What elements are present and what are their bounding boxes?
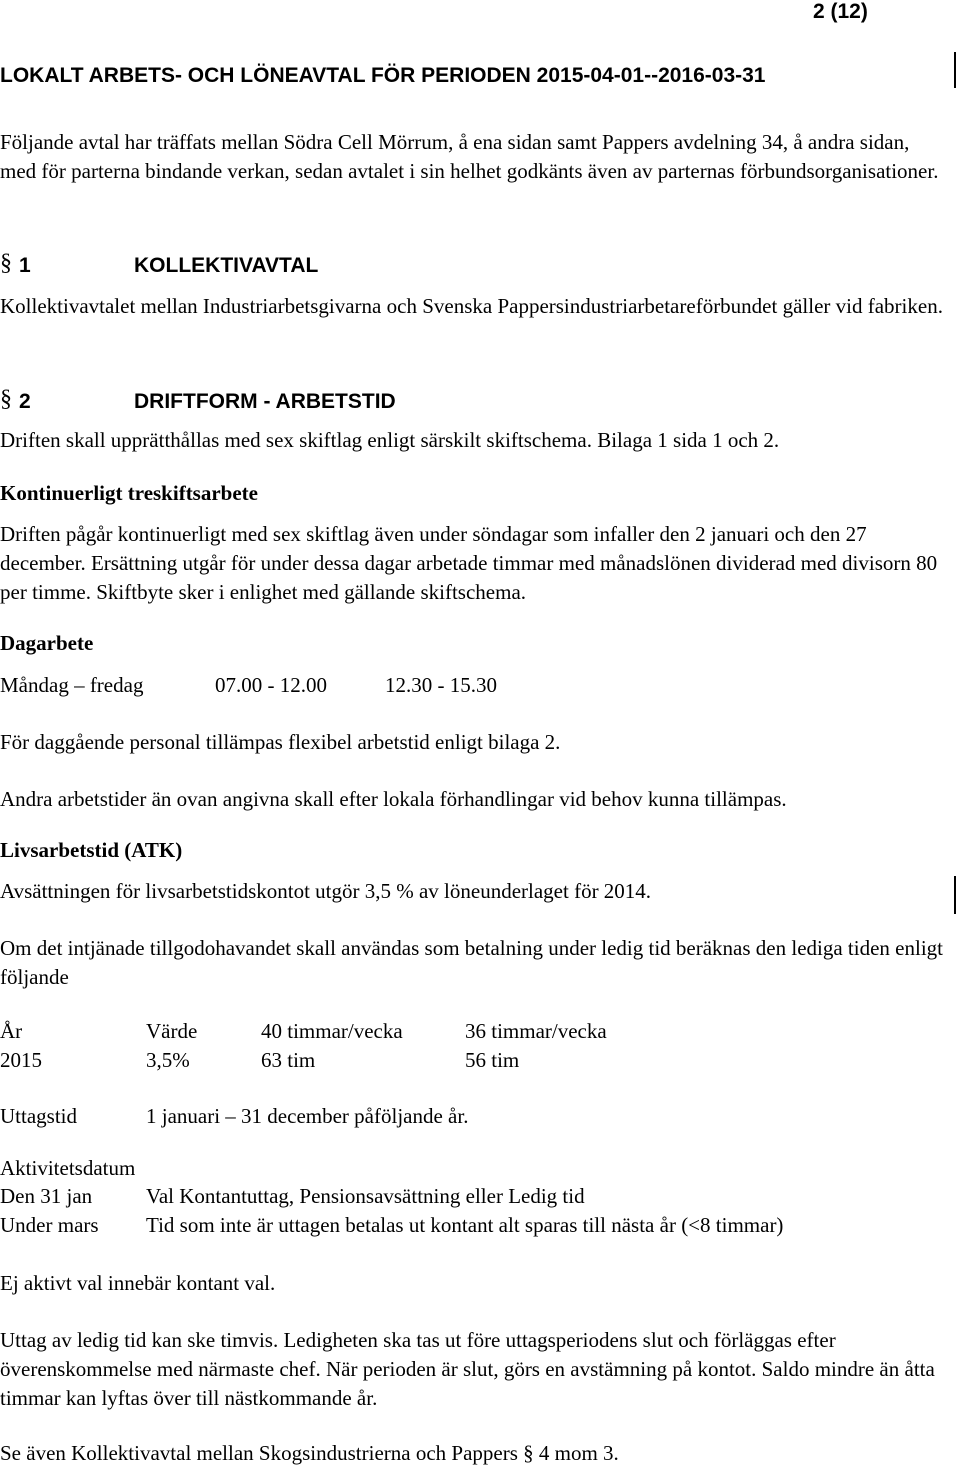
activity-text: Tid som inte är uttagen betalas ut kontant alt sparas till nästa år (<8 timmar): [146, 1213, 784, 1237]
activity-text: Val Kontantuttag, Pensionsavsättning eller Ledig tid: [146, 1184, 585, 1208]
section-title: DRIFTFORM - ARBETSTID: [134, 390, 396, 413]
table-header-cell: År: [0, 1019, 23, 1043]
activity-heading: Aktivitetsdatum: [0, 1156, 136, 1180]
activity-date: Den 31 jan: [0, 1184, 93, 1208]
see-also-text: Se även Kollektivavtal mellan Skogsindustrierna och Pappers § 4 mom 3.: [0, 1441, 619, 1465]
section-1-text: Kollektivavtalet mellan Industriarbetsgivarna och Svenska Pappersindustriarbetareförbundet gäller vid fabriken.: [0, 294, 943, 318]
activity-date: Under mars: [0, 1213, 99, 1237]
table-cell: 63 tim: [261, 1048, 316, 1072]
table-header-cell: Värde: [146, 1019, 198, 1043]
withdrawal-label: Uttagstid: [0, 1104, 77, 1128]
daywork-heading: Dagarbete: [0, 631, 94, 655]
change-bar-top: [954, 52, 956, 88]
section-2-text: Driften skall upprätthållas med sex skiftlag enligt särskilt skiftschema. Bilaga 1 sida 1 och 2.: [0, 428, 780, 452]
page-number: 2 (12): [813, 0, 868, 23]
table-header-cell: 40 timmar/vecka: [261, 1019, 403, 1043]
daywork-time-1: 07.00 - 12.00: [215, 673, 327, 697]
withdrawal-value: 1 januari – 31 december påföljande år.: [146, 1104, 469, 1128]
section-number: 1: [19, 254, 31, 277]
change-bar-atk: [954, 876, 956, 914]
hourly-withdrawal-text: Uttag av ledig tid kan ske timvis. Ledigheten ska tas ut före uttagsperiodens slut och förläggas efter överenskommelse med närmaste chef. När perioden är slut, görs en avstämning på kontot. Saldo mindre än åtta timmar kan lyftas över till nästkommande år.: [0, 1328, 935, 1410]
other-hours-text: Andra arbetstider än ovan angivna skall efter lokala förhandlingar vid behov kunna tillämpas.: [0, 787, 787, 811]
paragraph-sign-icon: §: [0, 386, 12, 412]
intro-paragraph: Följande avtal har träffats mellan Södra Cell Mörrum, å ena sidan samt Pappers avdelning 34, å andra sidan, med för parterna bindande verkan, sedan avtalet i sin helhet godkänts även av parternas förbundsorganisationer.: [0, 130, 939, 183]
section-title: KOLLEKTIVAVTAL: [134, 254, 319, 277]
daywork-days: Måndag – fredag: [0, 673, 144, 697]
paragraph-sign-icon: §: [0, 250, 12, 276]
continuous-text: Driften pågår kontinuerligt med sex skiftlag även under söndagar som infaller den 2 januari och den 27 december. Ersättning utgår för under dessa dagar arbetade timmar med månadslönen dividerad med divisorn 80 per timme. Skiftbyte sker i enlighet med gällande skiftschema.: [0, 522, 938, 604]
atk-allocation-text: Avsättningen för livsarbetstidskontot utgör 3,5 % av löneunderlaget för 2014.: [0, 879, 652, 903]
table-cell: 2015: [0, 1048, 42, 1072]
table-cell: 56 tim: [465, 1048, 520, 1072]
continuous-heading: Kontinuerligt treskiftsarbete: [0, 481, 258, 505]
atk-calc-text: Om det intjänade tillgodohavandet skall användas som betalning under ledig tid beräknas den lediga tiden enligt följande: [0, 936, 944, 989]
document-title: LOKALT ARBETS- OCH LÖNEAVTAL FÖR PERIODEN 2015-04-01--2016-03-31: [0, 64, 766, 87]
atk-heading: Livsarbetstid (ATK): [0, 838, 183, 862]
daywork-time-2: 12.30 - 15.30: [385, 673, 497, 697]
section-number: 2: [19, 390, 31, 413]
table-header-cell: 36 timmar/vecka: [465, 1019, 607, 1043]
flex-text: För daggående personal tillämpas flexibel arbetstid enligt bilaga 2.: [0, 730, 561, 754]
inactive-choice-text: Ej aktivt val innebär kontant val.: [0, 1271, 276, 1295]
table-cell: 3,5%: [146, 1048, 190, 1072]
